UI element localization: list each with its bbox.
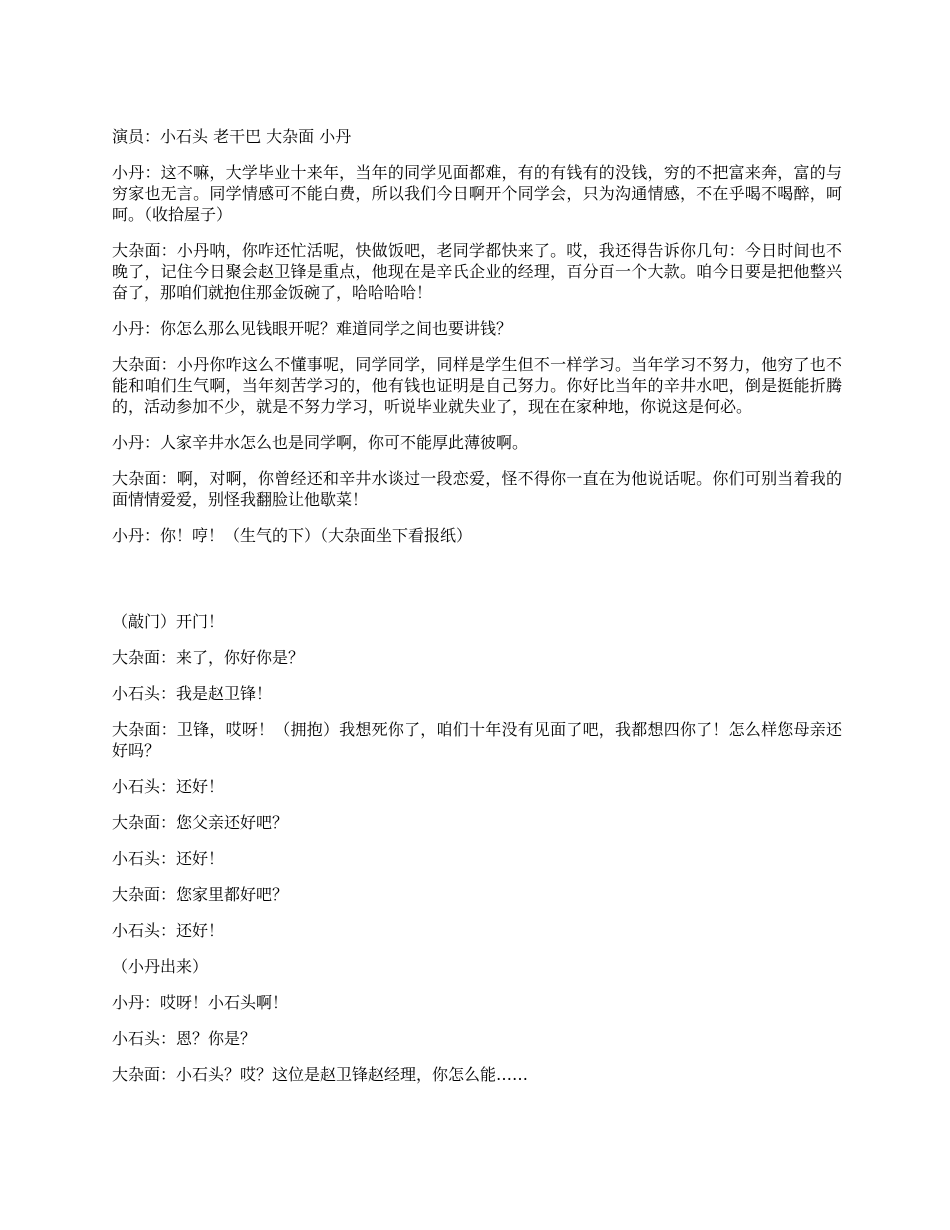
dialogue-line: 小丹：你怎么那么见钱眼开呢？难道同学之间也要讲钱？ bbox=[112, 319, 513, 338]
dialogue-line: 大杂面：您家里都好吧？ bbox=[112, 885, 289, 904]
dialogue-line: 小石头：还好！ bbox=[112, 777, 225, 796]
cast-line: 演员：小石头 老干巴 大杂面 小丹 bbox=[112, 127, 352, 146]
dialogue-line: 小石头：还好！ bbox=[112, 849, 225, 868]
stage-direction: （敲门）开门！ bbox=[112, 612, 225, 631]
dialogue-line: 小丹：你！哼！（生气的下）（大杂面坐下看报纸） bbox=[112, 526, 473, 545]
dialogue-line: 大杂面：小丹呐，你咋还忙活呢，快做饭吧，老同学都快来了。哎，我还得告诉你几句：今日时间也不晚了，记住今日聚会赵卫锋是重点，他现在是辛氏企业的经理，百分百一个大款。咱今日要是把他整兴奋了，那咱们就抱住那金饭碗了，哈哈哈哈！ bbox=[112, 241, 842, 302]
dialogue-line: 小丹：人家辛井水怎么也是同学啊，你可不能厚此薄彼啊。 bbox=[112, 433, 529, 452]
dialogue-line: 小石头：还好！ bbox=[112, 921, 225, 940]
script-text bbox=[112, 126, 842, 1100]
dialogue-line: 小丹：这不嘛，大学毕业十来年，当年的同学见面都难，有的有钱有的没钱，穷的不把富来奔，富的与穷家也无言。同学情感可不能白费，所以我们今日啊开个同学会，只为沟通情感，不在乎喝不喝醉，呵呵。（收拾屋子） bbox=[112, 163, 842, 224]
dialogue-line: 大杂面：啊，对啊，你曾经还和辛井水谈过一段恋爱，怪不得你一直在为他说话呢。你们可别当着我的面情情爱爱，别怪我翻脸让他歇菜！ bbox=[112, 469, 842, 509]
dialogue-line: 小丹：哎呀！小石头啊！ bbox=[112, 993, 289, 1012]
dialogue-line: 大杂面：小丹你咋这么不懂事呢，同学同学，同样是学生但不一样学习。当年学习不努力，他穷了也不能和咱们生气啊，当年刻苦学习的，他有钱也证明是自己努力。你好比当年的辛井水吧，倒是挺能折腾的，活动参加不少，就是不努力学习，听说毕业就失业了，现在在家种地，你说这是何必。 bbox=[112, 355, 842, 416]
dialogue-line: 大杂面：小石头？哎？这位是赵卫锋赵经理，你怎么能…… bbox=[112, 1065, 529, 1084]
dialogue-line: 大杂面：来了，你好你是？ bbox=[112, 648, 305, 667]
scene-break bbox=[112, 561, 842, 611]
dialogue-line: 小石头：我是赵卫锋！ bbox=[112, 684, 273, 703]
dialogue-line: 大杂面：您父亲还好吧？ bbox=[112, 813, 289, 832]
stage-direction: （小丹出来） bbox=[112, 957, 209, 976]
dialogue-line: 小石头：恩？你是？ bbox=[112, 1029, 257, 1048]
dialogue-line: 大杂面：卫锋，哎呀！（拥抱）我想死你了，咱们十年没有见面了吧，我都想四你了！怎么样您母亲还好吗？ bbox=[112, 720, 842, 760]
